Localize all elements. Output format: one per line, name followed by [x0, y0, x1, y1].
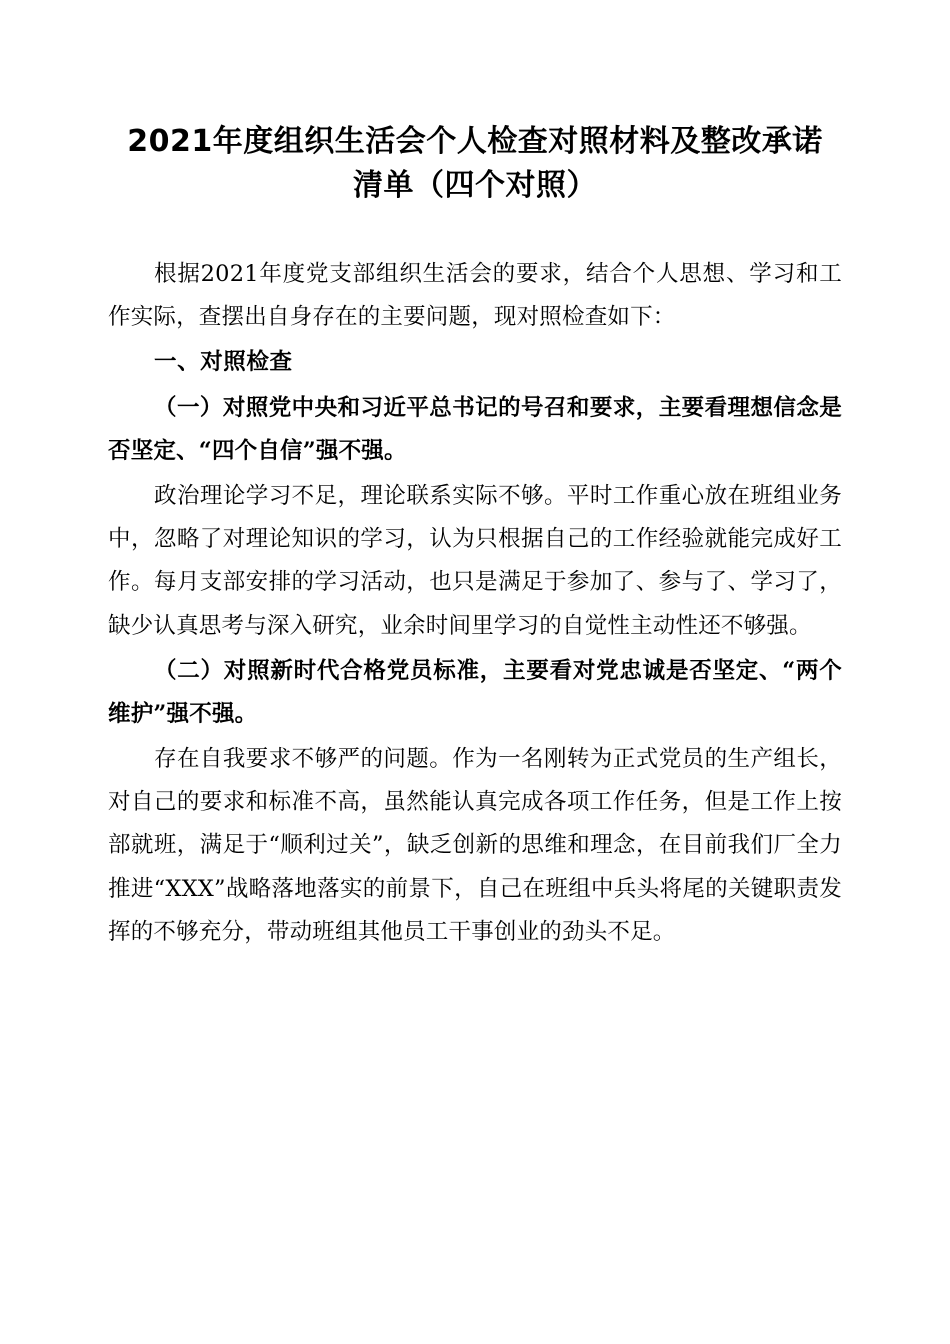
page-title: 2021年度组织生活会个人检查对照材料及整改承诺清单（四个对照）	[127, 124, 823, 203]
paragraph-intro: 根据2021年度党支部组织生活会的要求，结合个人思想、学习和工作实际，查摆出自身存在的主要问题，现对照检查如下：	[108, 261, 842, 331]
section-heading-one: 一、对照检查	[154, 349, 293, 376]
subsection-title-two: （二）对照新时代合格党员标准，主要看对党忠诚是否坚定、“两个维护”强不强。	[108, 657, 842, 727]
subsection-body-two: 存在自我要求不够严的问题。作为一名刚转为正式党员的生产组长，对自己的要求和标准不高，虽然能认真完成各项工作任务，但是工作上按部就班，满足于“顺利过关”，缺乏创新的思维和理念，在目前我们厂全力推进“XXX”战略落地落实的前景下，自己在班组中兵头将尾的关键职责发挥的不够充分，带动班组其他员工干事创业的劲头不足。	[108, 746, 842, 945]
subsection-body-one: 政治理论学习不足，理论联系实际不够。平时工作重心放在班组业务中，忽略了对理论知识的学习，认为只根据自己的工作经验就能完成好工作。每月支部安排的学习活动，也只是满足于参加了、参与了、学习了，缺少认真思考与深入研究，业余时间里学习的自觉性主动性还不够强。	[108, 482, 842, 639]
subsection-title-one: （一）对照党中央和习近平总书记的号召和要求，主要看理想信念是否坚定、“四个自信”强不强。	[108, 394, 842, 464]
